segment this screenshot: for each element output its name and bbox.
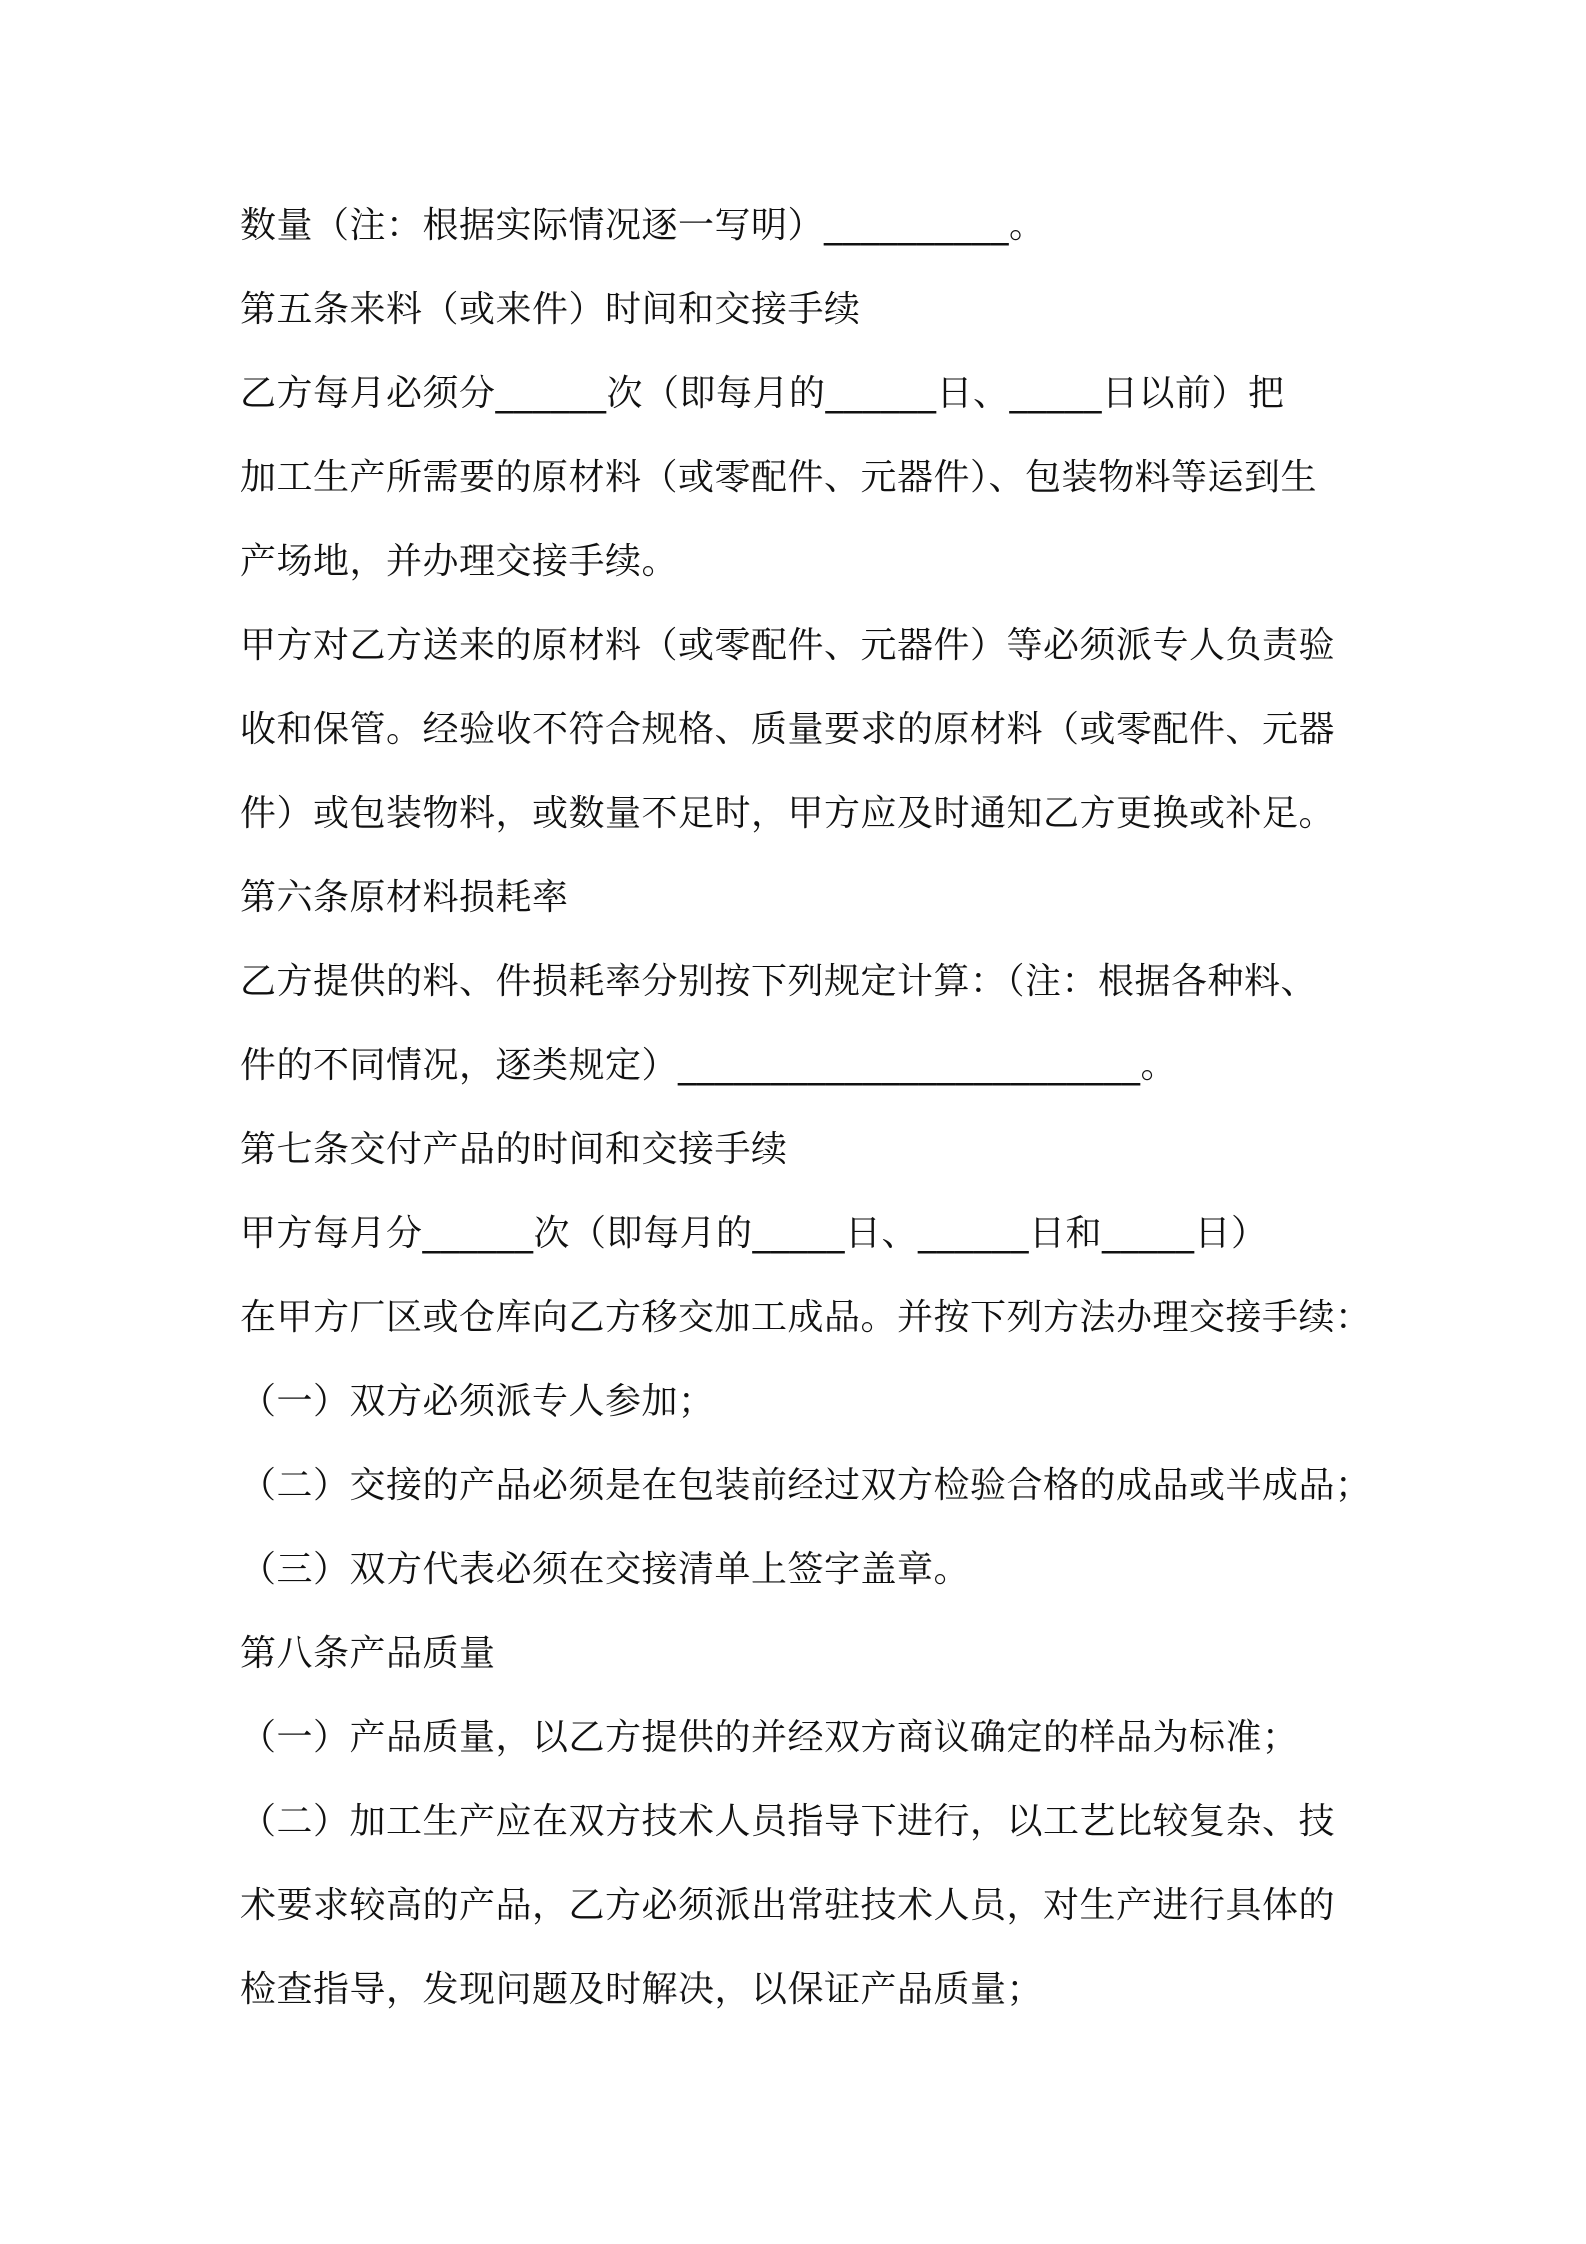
article-8-heading: 第八条产品质量 [240,1633,496,1674]
article-7-heading: 第七条交付产品的时间和交接手续 [240,1129,788,1170]
text-line: 甲方对乙方送来的原材料（或零配件、元器件）等必须派专人负责验 [240,625,1336,666]
list-item: （二）交接的产品必须是在包装前经过双方检验合格的成品或半成品； [240,1465,1372,1506]
text-line: 乙方提供的料、件损耗率分别按下列规定计算：（注：根据各种料、 [240,961,1318,1002]
text-line: 收和保管。经验收不符合规格、质量要求的原材料（或零配件、元器 [240,709,1336,750]
list-item: （二）加工生产应在双方技术人员指导下进行，以工艺比较复杂、技 [240,1801,1336,1842]
text-line: 加工生产所需要的原材料（或零配件、元器件）、包装物料等运到生 [240,457,1318,498]
text-line: 甲方每月分______次（即每月的_____日、______日和_____日） [240,1213,1268,1254]
text-line: 在甲方厂区或仓库向乙方移交加工成品。并按下列方法办理交接手续： [240,1297,1372,1338]
text-line: 检查指导，发现问题及时解决，以保证产品质量； [240,1969,1044,2010]
list-item: （三）双方代表必须在交接清单上签字盖章。 [240,1549,971,1590]
text-line: 件的不同情况，逐类规定）_________________________。 [240,1045,1178,1086]
text-line-quantity-note: 数量（注：根据实际情况逐一写明）__________。 [240,205,1046,246]
text-line: 乙方每月必须分______次（即每月的______日、_____日以前）把 [240,373,1285,414]
text-line: 产场地，并办理交接手续。 [240,541,679,582]
list-item: （一）双方必须派专人参加； [240,1381,715,1422]
text-line: 件）或包装物料，或数量不足时，甲方应及时通知乙方更换或补足。 [240,793,1336,834]
list-item: （一）产品质量，以乙方提供的并经双方商议确定的样品为标准； [240,1717,1299,1758]
article-5-heading: 第五条来料（或来件）时间和交接手续 [240,289,861,330]
article-6-heading: 第六条原材料损耗率 [240,877,569,918]
text-line: 术要求较高的产品，乙方必须派出常驻技术人员，对生产进行具体的 [240,1885,1336,1926]
